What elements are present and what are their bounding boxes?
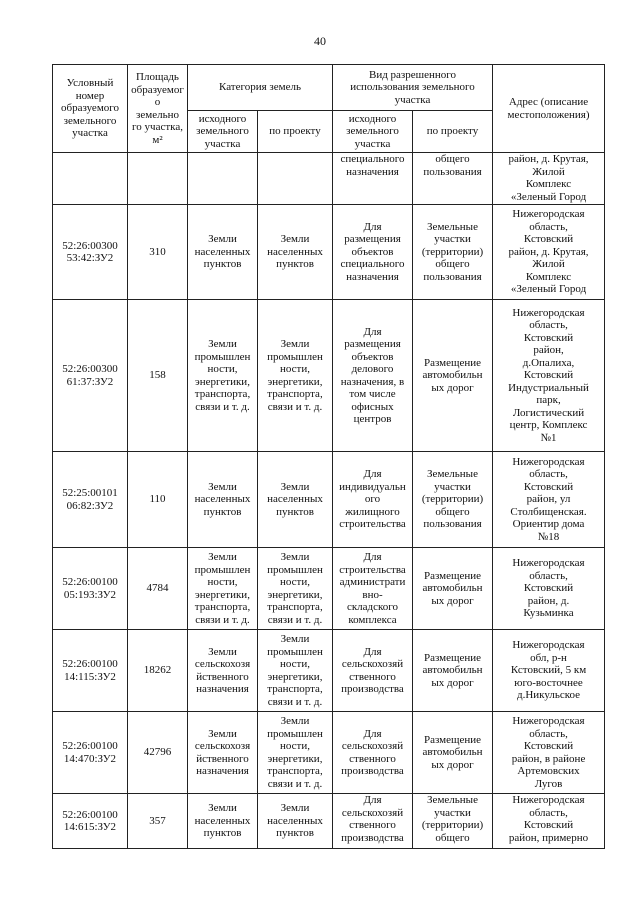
category-project: Земли населенных пунктов [258,452,333,548]
plot-address: Нижегородская область, Кстовский район, д.Опалиха, Кстовский Индустриальный парк, Логистический центр, Комплекс №1 [493,300,605,452]
use-original: Для строительства администрати вно- складского комплекса [333,548,413,630]
table-row [53,630,605,712]
category-project [258,153,333,205]
plot-area: 42796 [128,712,188,794]
cadastral-number: 52:26:00100 14:615:ЗУ2 [53,794,128,849]
cadastral-number: 52:26:00100 14:115:ЗУ2 [53,630,128,712]
page-number: 40 [314,34,326,48]
plot-address: Нижегородская область, Кстовский район, д. Крутая, Жилой Комплекс «Зеленый Город [493,205,605,300]
category-project: Земли промышлен ности, энергетики, транспорта, связи и т. д. [258,712,333,794]
plot-address: Нижегородская область, Кстовский район, в районе Артемовских Лугов [493,712,605,794]
category-original: Земли сельскохозя йственного назначения [188,630,258,712]
header-category-original: исходного земельного участка [188,111,258,153]
header-use-project: по проекту [413,111,493,153]
cadastral-number: 52:26:00100 05:193:ЗУ2 [53,548,128,630]
category-original [188,153,258,205]
header-permitted-use: Вид разрешенного использования земельного участка [333,65,493,111]
category-original: Земли населенных пунктов [188,205,258,300]
cadastral-number: 52:25:00101 06:82:ЗУ2 [53,452,128,548]
category-project: Земли населенных пунктов [258,205,333,300]
plot-address: район, д. Крутая, Жилой Комплекс «Зеленый Город [493,153,605,205]
header-category-project: по проекту [258,111,333,153]
use-project: Размещение автомобильн ых дорог [413,630,493,712]
category-original: Земли промышлен ности, энергетики, транспорта, связи и т. д. [188,300,258,452]
category-original: Земли сельскохозя йственного назначения [188,712,258,794]
category-project: Земли промышлен ности, энергетики, транспорта, связи и т. д. [258,300,333,452]
plot-area: 110 [128,452,188,548]
plot-area: 357 [128,794,188,849]
plot-address: Нижегородская обл, р-н Кстовский, 5 км юго-восточнее д.Никульское [493,630,605,712]
plot-area: 18262 [128,630,188,712]
use-original: Для сельскохозяй ственного производства [333,794,413,849]
land-plots-table [52,64,605,849]
plot-area [128,153,188,205]
header-area: Площадь образуемого земельно го участка, м² [128,65,188,153]
header-address: Адрес (описание местоположения) [493,65,605,153]
use-project: Земельные участки (территории) общего пользования [413,452,493,548]
header-use-original: исходного земельного участка [333,111,413,153]
category-project: Земли промышлен ности, энергетики, транспорта, связи и т. д. [258,630,333,712]
plot-area: 310 [128,205,188,300]
use-project: Размещение автомобильн ых дорог [413,300,493,452]
table-row [53,153,605,205]
use-project: Земельные участки (территории) общего [413,794,493,849]
plot-address: Нижегородская область, Кстовский район, ул Столбищенская. Ориентир дома №18 [493,452,605,548]
plot-address: Нижегородская область, Кстовский район, примерно [493,794,605,849]
use-project: общего пользования [413,153,493,205]
category-original: Земли населенных пунктов [188,452,258,548]
header-category: Категория земель [188,65,333,111]
category-original: Земли населенных пунктов [188,794,258,849]
cadastral-number [53,153,128,205]
cadastral-number: 52:26:00300 61:37:ЗУ2 [53,300,128,452]
use-original: специального назначения [333,153,413,205]
header-cadastral: Условный номер образуемого земельного участка [53,65,128,153]
use-original: Для размещения объектов специального назначения [333,205,413,300]
use-original: Для сельскохозяй ственного производства [333,712,413,794]
cadastral-number: 52:26:00300 53:42:ЗУ2 [53,205,128,300]
category-project: Земли промышлен ности, энергетики, транспорта, связи и т. д. [258,548,333,630]
table-row [53,300,605,452]
use-project: Размещение автомобильн ых дорог [413,712,493,794]
use-project: Земельные участки (территории) общего пользования [413,205,493,300]
plot-address: Нижегородская область, Кстовский район, д. Кузьминка [493,548,605,630]
cadastral-number: 52:26:00100 14:470:ЗУ2 [53,712,128,794]
table-row [53,205,605,300]
use-original: Для сельскохозяй ственного производства [333,630,413,712]
use-original: Для индивидуальн ого жилищного строительства [333,452,413,548]
table-row [53,452,605,548]
use-project: Размещение автомобильн ых дорог [413,548,493,630]
table-row [53,794,605,849]
plot-area: 4784 [128,548,188,630]
use-original: Для размещения объектов делового назначения, в том числе офисных центров [333,300,413,452]
table-row [53,548,605,630]
table-row [53,712,605,794]
category-project: Земли населенных пунктов [258,794,333,849]
plot-area: 158 [128,300,188,452]
category-original: Земли промышлен ности, энергетики, транспорта, связи и т. д. [188,548,258,630]
